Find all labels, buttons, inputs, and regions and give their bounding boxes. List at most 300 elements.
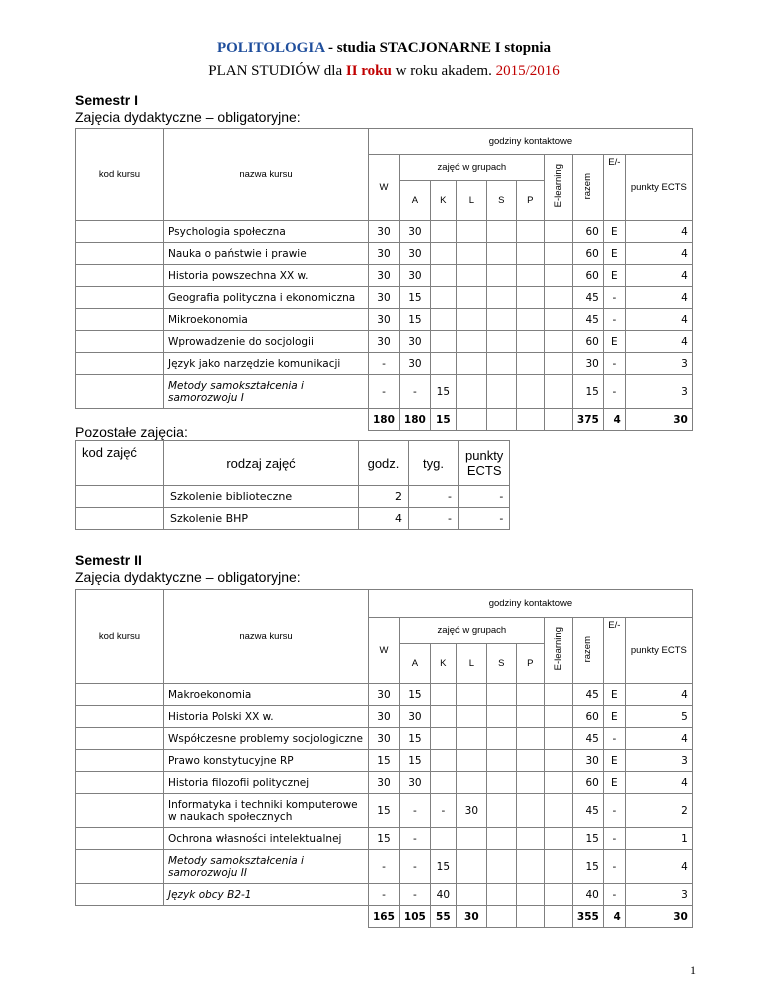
l-cell <box>456 772 486 794</box>
subtitle-part-a: PLAN STUDIÓW dla <box>208 63 346 79</box>
ects-cell: 3 <box>625 884 692 906</box>
razem-cell: 60 <box>572 243 603 265</box>
s-cell <box>486 375 516 409</box>
razem-cell: 30 <box>572 750 603 772</box>
sum-razem: 375 <box>572 409 603 431</box>
e-cell: - <box>603 287 625 309</box>
semester-2-heading: Semestr II <box>75 552 142 568</box>
e-cell: E <box>603 243 625 265</box>
sum-p <box>516 906 544 928</box>
p-cell <box>516 706 544 728</box>
w-cell: - <box>369 375 400 409</box>
col-w: W <box>369 618 400 684</box>
p-cell <box>516 221 544 243</box>
a-cell: 30 <box>399 243 430 265</box>
w-cell: - <box>369 884 400 906</box>
el-cell <box>544 750 572 772</box>
k-cell: 15 <box>430 375 456 409</box>
ects-cell: 4 <box>625 331 692 353</box>
w-cell: 30 <box>369 221 400 243</box>
godz-cell: 2 <box>359 486 409 508</box>
el-cell <box>544 684 572 706</box>
sum-e: 4 <box>603 906 625 928</box>
a-cell: 30 <box>399 706 430 728</box>
k-cell <box>430 353 456 375</box>
kod-cell <box>76 287 164 309</box>
s-cell <box>486 828 516 850</box>
other-table <box>75 440 510 530</box>
p-cell <box>516 772 544 794</box>
semester-2-table <box>75 589 693 928</box>
a-cell: 15 <box>399 309 430 331</box>
col-kod-kursu: kod kursu <box>76 590 164 684</box>
kod-cell <box>76 243 164 265</box>
e-cell: - <box>603 794 625 828</box>
el-cell <box>544 309 572 331</box>
table-row <box>76 486 510 508</box>
e-cell: - <box>603 353 625 375</box>
sum-l <box>456 409 486 431</box>
course-name: Metody samokształcenia i samorozwoju I <box>164 375 369 409</box>
s-cell <box>486 353 516 375</box>
ects-cell: 3 <box>625 750 692 772</box>
activity-name: Szkolenie BHP <box>164 508 359 530</box>
kod-cell <box>76 750 164 772</box>
k-cell <box>430 287 456 309</box>
p-cell <box>516 850 544 884</box>
razem-cell: 15 <box>572 850 603 884</box>
col-l: L <box>456 181 486 221</box>
p-cell <box>516 828 544 850</box>
course-name: Nauka o państwie i prawie <box>164 243 369 265</box>
kod-cell <box>76 884 164 906</box>
e-cell: - <box>603 850 625 884</box>
e-cell: E <box>603 750 625 772</box>
l-cell <box>456 353 486 375</box>
course-name: Informatyka i techniki komputerowe w naukach społecznych <box>164 794 369 828</box>
table-row <box>76 850 693 884</box>
razem-cell: 45 <box>572 728 603 750</box>
kod-cell <box>76 684 164 706</box>
table-row <box>76 375 693 409</box>
table-row <box>76 828 693 850</box>
sum-k: 15 <box>430 409 456 431</box>
col-l: L <box>456 644 486 684</box>
col-e: E/- <box>603 155 625 221</box>
col-godz: godz. <box>359 441 409 486</box>
ects-cell: 3 <box>625 375 692 409</box>
kod-cell <box>76 794 164 828</box>
table-row <box>76 884 693 906</box>
a-cell: - <box>399 794 430 828</box>
ects-cell: 4 <box>625 221 692 243</box>
s-cell <box>486 750 516 772</box>
s-cell <box>486 884 516 906</box>
razem-cell: 60 <box>572 265 603 287</box>
e-cell: E <box>603 706 625 728</box>
semester-1-table <box>75 128 693 431</box>
w-cell: 30 <box>369 287 400 309</box>
p-cell <box>516 375 544 409</box>
kod-cell <box>76 221 164 243</box>
el-cell <box>544 375 572 409</box>
l-cell <box>456 265 486 287</box>
w-cell: 30 <box>369 706 400 728</box>
table-row <box>76 706 693 728</box>
sum-a: 180 <box>399 409 430 431</box>
l-cell <box>456 850 486 884</box>
a-cell: 15 <box>399 750 430 772</box>
s-cell <box>486 706 516 728</box>
table-row <box>76 287 693 309</box>
w-cell: 30 <box>369 331 400 353</box>
kod-cell <box>76 353 164 375</box>
el-cell <box>544 706 572 728</box>
table-row <box>76 728 693 750</box>
table-row <box>76 750 693 772</box>
l-cell <box>456 728 486 750</box>
kod-cell <box>76 309 164 331</box>
razem-cell: 60 <box>572 221 603 243</box>
l-cell <box>456 375 486 409</box>
col-p: P <box>516 644 544 684</box>
k-cell <box>430 772 456 794</box>
p-cell <box>516 287 544 309</box>
k-cell <box>430 728 456 750</box>
ects-cell: 4 <box>625 728 692 750</box>
table-row <box>76 794 693 828</box>
ects-cell: 4 <box>625 772 692 794</box>
p-cell <box>516 794 544 828</box>
l-cell <box>456 287 486 309</box>
razem-cell: 40 <box>572 884 603 906</box>
l-cell <box>456 331 486 353</box>
col-p: P <box>516 181 544 221</box>
other-heading: Pozostałe zajęcia: <box>75 424 188 440</box>
ects-cell: 3 <box>625 353 692 375</box>
page-number: 1 <box>690 963 696 977</box>
k-cell <box>430 309 456 331</box>
w-cell: 30 <box>369 309 400 331</box>
kod-cell <box>76 375 164 409</box>
table-row <box>76 309 693 331</box>
w-cell: 15 <box>369 750 400 772</box>
subtitle-academic-year: 2015/2016 <box>495 63 560 79</box>
a-cell: - <box>399 884 430 906</box>
col-razem <box>572 155 603 221</box>
ects-cell: 4 <box>625 850 692 884</box>
course-name: Mikroekonomia <box>164 309 369 331</box>
p-cell <box>516 884 544 906</box>
kod-cell <box>76 850 164 884</box>
col-razem <box>572 618 603 684</box>
sum-w: 165 <box>369 906 400 928</box>
col-godziny-kontaktowe: godziny kontaktowe <box>369 590 693 618</box>
col-a: A <box>399 644 430 684</box>
w-cell: 30 <box>369 684 400 706</box>
e-cell: E <box>603 221 625 243</box>
w-cell: 30 <box>369 772 400 794</box>
kod-cell <box>76 508 164 530</box>
semester-1-subheading: Zajęcia dydaktyczne – obligatoryjne: <box>75 109 301 125</box>
e-learning-label: E-learning <box>552 627 564 671</box>
course-name: Język jako narzędzie komunikacji <box>164 353 369 375</box>
document-title <box>0 40 768 57</box>
kod-cell <box>76 828 164 850</box>
s-cell <box>486 772 516 794</box>
col-ects: punkty ECTS <box>625 618 692 684</box>
table-row <box>76 772 693 794</box>
s-cell <box>486 221 516 243</box>
w-cell: - <box>369 850 400 884</box>
l-cell <box>456 684 486 706</box>
sum-ects: 30 <box>625 906 692 928</box>
a-cell: 15 <box>399 287 430 309</box>
l-cell <box>456 706 486 728</box>
e-cell: - <box>603 728 625 750</box>
col-tyg: tyg. <box>409 441 459 486</box>
w-cell: 30 <box>369 243 400 265</box>
e-learning-label: E-learning <box>552 164 564 208</box>
k-cell <box>430 706 456 728</box>
kod-cell <box>76 331 164 353</box>
razem-cell: 45 <box>572 287 603 309</box>
l-cell <box>456 243 486 265</box>
p-cell <box>516 353 544 375</box>
w-cell: 30 <box>369 265 400 287</box>
k-cell <box>430 828 456 850</box>
kod-cell <box>76 486 164 508</box>
col-k: K <box>430 644 456 684</box>
sum-s <box>486 906 516 928</box>
table-row <box>76 331 693 353</box>
semester-2-subheading: Zajęcia dydaktyczne – obligatoryjne: <box>75 569 301 585</box>
a-cell: - <box>399 850 430 884</box>
s-cell <box>486 265 516 287</box>
p-cell <box>516 331 544 353</box>
col-ects: punkty ECTS <box>625 155 692 221</box>
tyg-cell: - <box>409 508 459 530</box>
s-cell <box>486 728 516 750</box>
k-cell <box>430 684 456 706</box>
ects-cell: - <box>459 508 510 530</box>
sum-s <box>486 409 516 431</box>
ects-cell: - <box>459 486 510 508</box>
col-s: S <box>486 644 516 684</box>
ects-cell: 5 <box>625 706 692 728</box>
el-cell <box>544 794 572 828</box>
w-cell: 15 <box>369 828 400 850</box>
col-e-learning <box>544 618 572 684</box>
col-k: K <box>430 181 456 221</box>
ects-cell: 4 <box>625 265 692 287</box>
el-cell <box>544 728 572 750</box>
col-kod-zajec: kod zajęć <box>76 441 164 486</box>
ects-cell: 1 <box>625 828 692 850</box>
el-cell <box>544 884 572 906</box>
table-row <box>76 508 510 530</box>
l-cell <box>456 884 486 906</box>
course-name: Geografia polityczna i ekonomiczna <box>164 287 369 309</box>
course-name: Historia Polski XX w. <box>164 706 369 728</box>
a-cell: 30 <box>399 265 430 287</box>
a-cell: 30 <box>399 221 430 243</box>
table-row <box>76 221 693 243</box>
a-cell: - <box>399 375 430 409</box>
title-field: POLITOLOGIA <box>216 40 325 56</box>
kod-cell <box>76 728 164 750</box>
sum-razem: 355 <box>572 906 603 928</box>
subtitle-year: II roku <box>345 63 392 79</box>
title-mode: - studia STACJONARNE I stopnia <box>324 40 552 56</box>
a-cell: - <box>399 828 430 850</box>
s-cell <box>486 684 516 706</box>
sum-e: 4 <box>603 409 625 431</box>
table-row <box>76 265 693 287</box>
subtitle-part-c: w roku akadem. <box>391 63 496 79</box>
razem-cell: 15 <box>572 375 603 409</box>
e-cell: - <box>603 375 625 409</box>
course-name: Prawo konstytucyjne RP <box>164 750 369 772</box>
col-s: S <box>486 181 516 221</box>
s-cell <box>486 243 516 265</box>
l-cell: 30 <box>456 794 486 828</box>
sum-el <box>544 906 572 928</box>
razem-cell: 45 <box>572 794 603 828</box>
sum-el <box>544 409 572 431</box>
course-name: Język obcy B2-1 <box>164 884 369 906</box>
tyg-cell: - <box>409 486 459 508</box>
col-godziny-kontaktowe: godziny kontaktowe <box>369 129 693 155</box>
col-rodzaj-zajec: rodzaj zajęć <box>164 441 359 486</box>
a-cell: 15 <box>399 728 430 750</box>
document-subtitle <box>0 63 768 80</box>
ects-cell: 4 <box>625 309 692 331</box>
sum-p <box>516 409 544 431</box>
course-name: Metody samokształcenia i samorozwoju II <box>164 850 369 884</box>
sum-a: 105 <box>399 906 430 928</box>
razem-cell: 30 <box>572 353 603 375</box>
kod-cell <box>76 265 164 287</box>
col-w: W <box>369 155 400 221</box>
s-cell <box>486 794 516 828</box>
course-name: Makroekonomia <box>164 684 369 706</box>
k-cell: - <box>430 794 456 828</box>
kod-cell <box>76 772 164 794</box>
semester-1-heading: Semestr I <box>75 92 139 108</box>
p-cell <box>516 309 544 331</box>
col-punkty-ects: punkty ECTS <box>459 441 510 486</box>
razem-cell: 45 <box>572 309 603 331</box>
godz-cell: 4 <box>359 508 409 530</box>
l-cell <box>456 750 486 772</box>
table-row <box>76 353 693 375</box>
a-cell: 30 <box>399 772 430 794</box>
s-cell <box>486 331 516 353</box>
w-cell: - <box>369 353 400 375</box>
p-cell <box>516 728 544 750</box>
ects-cell: 4 <box>625 684 692 706</box>
el-cell <box>544 331 572 353</box>
el-cell <box>544 287 572 309</box>
k-cell <box>430 750 456 772</box>
e-cell: - <box>603 309 625 331</box>
sum-ects: 30 <box>625 409 692 431</box>
sum-w: 180 <box>369 409 400 431</box>
k-cell <box>430 331 456 353</box>
el-cell <box>544 265 572 287</box>
sum-row <box>76 906 693 928</box>
p-cell <box>516 243 544 265</box>
el-cell <box>544 353 572 375</box>
k-cell: 15 <box>430 850 456 884</box>
course-name: Współczesne problemy socjologiczne <box>164 728 369 750</box>
s-cell <box>486 850 516 884</box>
e-cell: E <box>603 265 625 287</box>
el-cell <box>544 221 572 243</box>
e-cell: - <box>603 884 625 906</box>
e-cell: E <box>603 772 625 794</box>
s-cell <box>486 309 516 331</box>
course-name: Historia powszechna XX w. <box>164 265 369 287</box>
col-e-learning <box>544 155 572 221</box>
razem-cell: 60 <box>572 331 603 353</box>
razem-cell: 60 <box>572 706 603 728</box>
p-cell <box>516 750 544 772</box>
course-name: Historia filozofii politycznej <box>164 772 369 794</box>
a-cell: 30 <box>399 353 430 375</box>
sum-l: 30 <box>456 906 486 928</box>
p-cell <box>516 684 544 706</box>
k-cell <box>430 221 456 243</box>
course-name: Psychologia społeczna <box>164 221 369 243</box>
course-name: Ochrona własności intelektualnej <box>164 828 369 850</box>
razem-label: razem <box>582 172 594 200</box>
activity-name: Szkolenie biblioteczne <box>164 486 359 508</box>
k-cell <box>430 243 456 265</box>
col-a: A <box>399 181 430 221</box>
course-name: Wprowadzenie do socjologii <box>164 331 369 353</box>
l-cell <box>456 221 486 243</box>
razem-label: razem <box>582 635 594 663</box>
table-row <box>76 684 693 706</box>
k-cell <box>430 265 456 287</box>
w-cell: 15 <box>369 794 400 828</box>
el-cell <box>544 828 572 850</box>
col-nazwa-kursu: nazwa kursu <box>164 129 369 221</box>
table-row <box>76 243 693 265</box>
a-cell: 15 <box>399 684 430 706</box>
a-cell: 30 <box>399 331 430 353</box>
col-e: E/- <box>603 618 625 684</box>
e-cell: E <box>603 331 625 353</box>
e-cell: E <box>603 684 625 706</box>
razem-cell: 15 <box>572 828 603 850</box>
col-zajec-w-grupach: zajęć w grupach <box>399 618 544 644</box>
col-zajec-w-grupach: zajęć w grupach <box>399 155 544 181</box>
col-nazwa-kursu: nazwa kursu <box>164 590 369 684</box>
s-cell <box>486 287 516 309</box>
k-cell: 40 <box>430 884 456 906</box>
l-cell <box>456 309 486 331</box>
el-cell <box>544 772 572 794</box>
ects-cell: 2 <box>625 794 692 828</box>
w-cell: 30 <box>369 728 400 750</box>
razem-cell: 60 <box>572 772 603 794</box>
kod-cell <box>76 706 164 728</box>
el-cell <box>544 850 572 884</box>
razem-cell: 45 <box>572 684 603 706</box>
